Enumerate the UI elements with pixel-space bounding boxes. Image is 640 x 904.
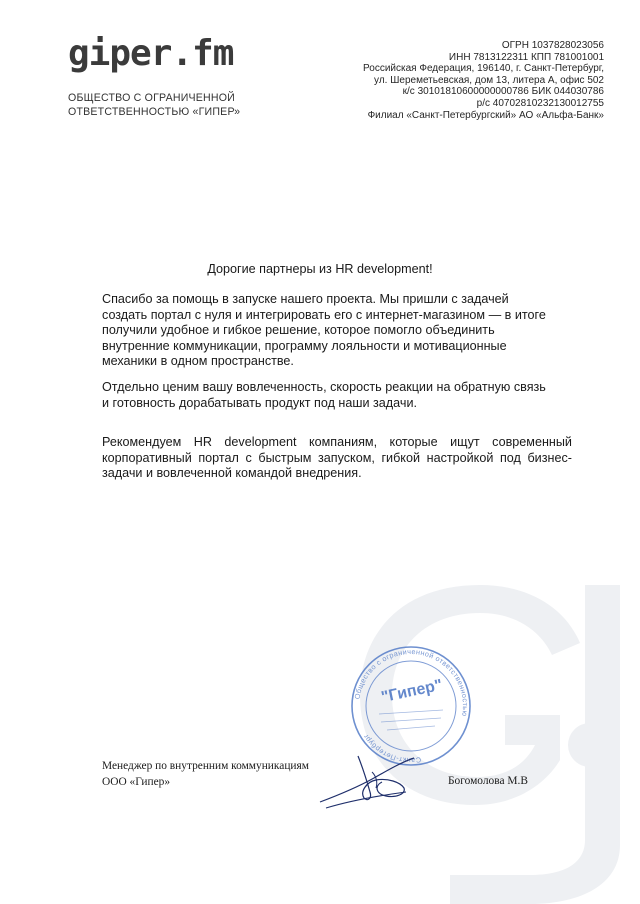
word: с (245, 450, 252, 465)
requisite-settlement-account: р/с 40702810232130012755 (476, 97, 604, 109)
company-name-line: ОБЩЕСТВО С ОГРАНИЧЕННОЙ (68, 92, 235, 104)
word: под (499, 450, 521, 465)
paragraph-line-justified (102, 451, 572, 467)
stamp-city-text: Санкт-Петербург (360, 732, 422, 766)
paragraph-line: создать портал с нуля и интегрировать его с интернет-магазином — в итоге (102, 307, 546, 322)
requisite-bank: Филиал «Санкт-Петербургский» АО «Альфа-Банк» (367, 109, 604, 121)
word: компаниям, (308, 435, 378, 449)
word: бизнес- (527, 450, 572, 465)
letter-paragraph-recommendation (102, 435, 572, 482)
word: ищут (450, 435, 480, 449)
word: которые (389, 435, 438, 449)
company-logo: giper.fm (68, 33, 234, 74)
requisite-ogrn: ОГРН 1037828023056 (501, 40, 604, 51)
paragraph-line-justified (102, 435, 572, 451)
word: современный (492, 435, 572, 449)
letter-greeting: Дорогие партнеры из HR development! (207, 262, 433, 276)
paragraph-line: механики в одном пространстве. (102, 354, 294, 368)
paragraph-line: Отдельно ценим вашу вовлеченность, скорость реакции на обратную связь (102, 380, 546, 394)
paragraph-line: внутренние коммуникации, программу лояльности и мотивационные (102, 338, 507, 353)
company-requisites (363, 40, 604, 121)
stamp-ring-text: Общество с ограниченной ответственностью (352, 646, 471, 718)
signatory-position (102, 758, 309, 790)
requisite-inn-kpp: ИНН 7813122311 КПП 781001001 (448, 51, 604, 63)
word: Рекомендуем (102, 435, 182, 449)
word: HR (193, 435, 212, 449)
company-legal-name (68, 91, 240, 119)
paragraph-line: задачи и вовлеченной командой внедрения. (102, 466, 362, 480)
word: development (224, 435, 297, 449)
word: гибкой (381, 450, 421, 465)
word: портал (198, 450, 239, 465)
company-seal-stamp (349, 644, 473, 768)
word: запуском, (318, 450, 375, 465)
paragraph-line: и готовность дорабатывать продукт под наши задачи. (102, 395, 417, 410)
signatory-company-line: ООО «Гипер» (102, 776, 171, 788)
requisite-address-line: ул. Шереметьевская, дом 13, литера А, офис 502 (374, 74, 604, 86)
signatory-name: Богомолова М.В (448, 775, 528, 787)
word: настройкой (426, 450, 494, 465)
requisite-address-line: Российская Федерация, 196140, г. Санкт-Петербург, (363, 63, 604, 75)
paragraph-line: получили удобное и гибкое решение, которое помогло объединить (102, 323, 495, 337)
word: быстрым (258, 450, 312, 465)
handwritten-signature (316, 752, 422, 812)
stamp-company-name: "Гипер" (379, 676, 444, 707)
letter-paragraph-appreciation (102, 380, 572, 411)
requisite-correspondent-account: к/с 30101810600000000786 БИК 044030786 (402, 86, 604, 98)
company-name-line: ОТВЕТСТВЕННОСТЬЮ «ГИПЕР» (68, 106, 241, 118)
word: корпоративный (102, 450, 192, 465)
letter-paragraph-thanks (102, 292, 572, 370)
signatory-position-line: Менеджер по внутренним коммуникациям (102, 760, 309, 772)
paragraph-line: Спасибо за помощь в запуске нашего проекта. Мы пришли с задачей (102, 292, 509, 306)
